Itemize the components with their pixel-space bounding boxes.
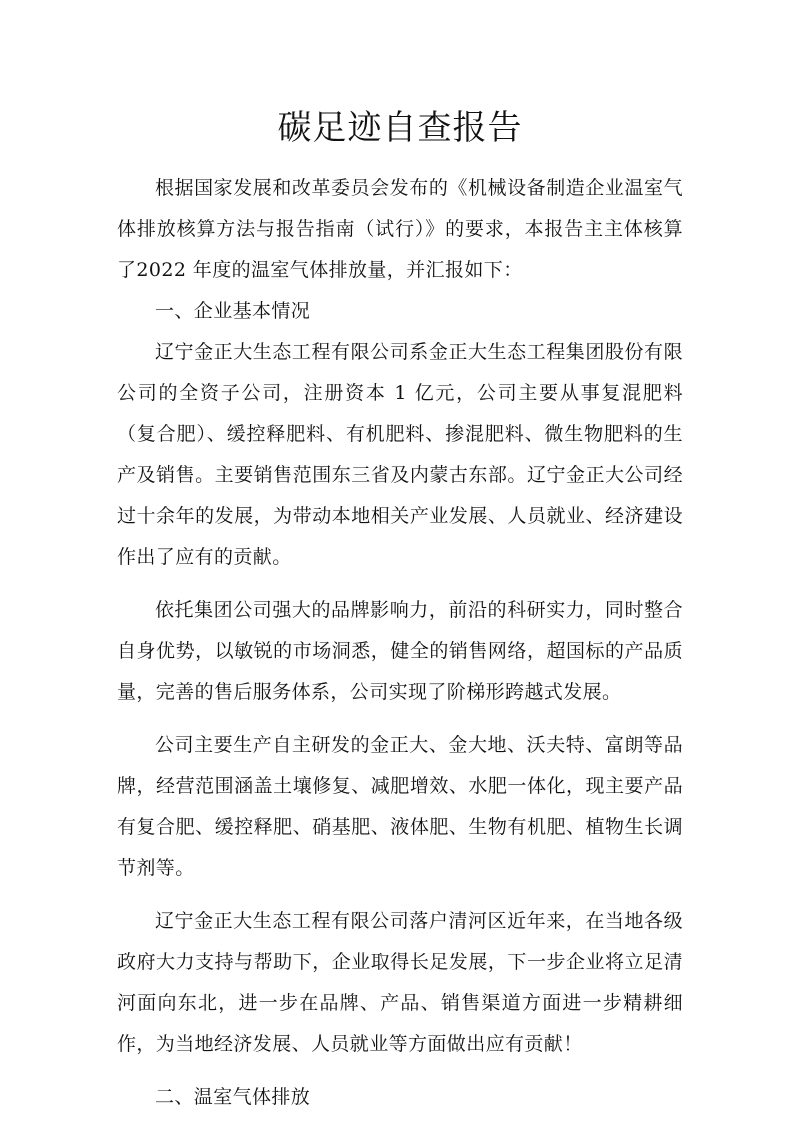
company-development-paragraph: 辽宁金正大生态工程有限公司落户清河区近年来，在当地各级政府大力支持与帮助下，企业取得长足发展，下一步企业将立足清河面向东北，进一步在品牌、产品、销售渠道方面进一步精耕细作，为当地经济发展、人员就业等方面做出应有贡献！ [117,910,683,1055]
company-profile-paragraph: 辽宁金正大生态工程有限公司系金正大生态工程集团股份有限公司的全资子公司，注册资本 1 亿元，公司主要从事复混肥料（复合肥）、缓控释肥料、有机肥料、掺混肥料、微生物肥料的生产及销售。主要销售范围东三省及内蒙古东部。辽宁金正大公司经过十余年的发展，为带动本地相关产业发展、人员就业、经济建设作出了应有的贡献。 [117,341,683,568]
document-body [117,168,683,1118]
document-title: 碳足迹自查报告 [277,108,523,148]
company-strengths-paragraph: 依托集团公司强大的品牌影响力，前沿的科研实力，同时整合自身优势，以敏锐的市场洞悉，健全的销售网络，超国标的产品质量，完善的售后服务体系，公司实现了阶梯形跨越式发展。 [117,599,683,703]
section-heading-company-overview: 一、企业基本情况 [155,300,311,322]
intro-paragraph: 根据国家发展和改革委员会发布的《机械设备制造企业温室气体排放核算方法与报告指南（试行）》的要求，本报告主主体核算了2022 年度的温室气体排放量，并汇报如下： [117,177,683,281]
section-heading-ghg-emissions: 二、温室气体排放 [155,1086,311,1108]
company-products-paragraph: 公司主要生产自主研发的金正大、金大地、沃夫特、富朗等品牌，经营范围涵盖土壤修复、减肥增效、水肥一体化，现主要产品有复合肥、缓控释肥、硝基肥、液体肥、生物有机肥、植物生长调节剂等。 [117,734,683,879]
